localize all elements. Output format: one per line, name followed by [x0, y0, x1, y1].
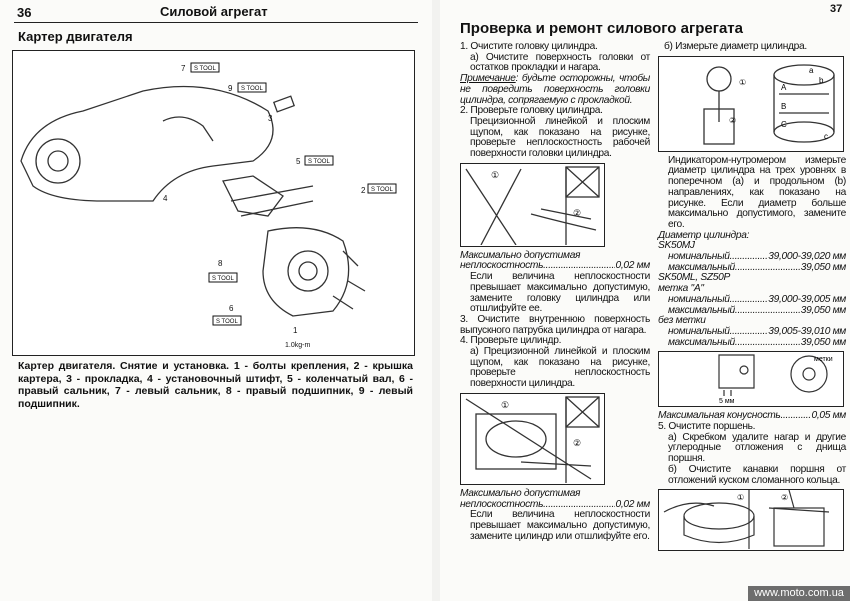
page-title: Проверка и ремонт силового агрегата [460, 20, 743, 37]
crankcase-exploded-view [13, 51, 413, 354]
spec-label: номинальный [668, 251, 730, 263]
step-4a: а) Прецизионной линейкой и плоским щупом, как показано на рисунке, проверьте неплоскостность поверхности цилиндра. [470, 346, 650, 390]
torque-label: 1.0kg-m [285, 342, 311, 349]
piston-cleaning-figure [658, 489, 844, 551]
page-number: 37 [830, 3, 843, 15]
diameter-title: Диаметр цилиндра: [658, 229, 750, 241]
spec-label: неплоскостность [460, 498, 544, 510]
callout-6: 6 [229, 304, 234, 313]
marks-label: метки [814, 356, 833, 364]
note [460, 74, 650, 106]
step-5b: б) Очистите канавки поршня от отложений куском сломанного кольца. [668, 463, 846, 486]
dimension-5mm: 5 мм [719, 398, 735, 406]
step-2-text: Прецизионной линейкой и плоским щупом, как показано на рисунке, проверьте неплоскостность рабочей поверхности головки цилиндра. [470, 115, 650, 160]
step-1a: а) Очистите поверхность головки от остатков прокладки и нагара. [470, 51, 650, 74]
running-head: Силовой агрегат [160, 4, 268, 19]
tool-badge: S TOOL [212, 276, 234, 282]
spec-label: номинальный [668, 325, 730, 337]
tool-badge: S TOOL [216, 319, 238, 325]
mark-a: метка "A" [658, 283, 704, 295]
callout-8: 8 [218, 259, 223, 268]
marker-1: ① [737, 493, 745, 503]
tool-badge: S TOOL [241, 86, 263, 92]
marker-2: ② [729, 115, 737, 125]
spec-label: максимальный [668, 304, 735, 316]
level-c-small: c [824, 131, 828, 141]
header-rule [14, 22, 418, 23]
marker-1: ① [501, 399, 510, 410]
spec-value: 39,000-39,005 мм [768, 293, 846, 305]
cylinder-flatness-figure [460, 393, 605, 485]
callout-3: 3 [268, 114, 273, 123]
callout-7: 7 [181, 64, 186, 73]
level-C: C [781, 119, 787, 129]
marker-2: ② [781, 493, 789, 503]
note-text: : будьте осторожны, чтобы не повредить поверхность головки цилиндра, сопрягаемую с прокладкой. [460, 73, 650, 106]
callout-1: 1 [293, 326, 298, 335]
tool-badge: S TOOL [308, 159, 330, 165]
column-1 [460, 42, 650, 542]
column-2 [658, 42, 846, 555]
watermark: www.moto.com.ua [748, 586, 850, 601]
step-2: 2. Проверьте головку цилиндра. [460, 105, 603, 117]
level-A: A [781, 82, 787, 92]
tool-badge: S TOOL [371, 187, 393, 193]
spec-value: 39,050 мм [800, 304, 846, 316]
callout-5: 5 [296, 157, 301, 166]
dir-a: a [809, 65, 814, 75]
spec-row [658, 295, 846, 306]
spec-label: максимальный [668, 261, 735, 273]
tool-badge: S TOOL [194, 66, 216, 72]
step-4b: б) Измерьте диаметр цилиндра. [664, 41, 807, 52]
spec-text: Если величина неплоскостности превышает максимально допустимую, замените цилиндр или отшлифуйте его. [470, 509, 650, 542]
callout-9: 9 [228, 84, 233, 93]
spec-value: 0,02 мм [615, 498, 650, 510]
step-3: 3. Очистите внутреннюю поверхность выпускного патрубка цилиндра от нагара. [460, 313, 650, 336]
marker-1: ① [491, 169, 500, 180]
callout-2: 2 [361, 186, 366, 195]
bore-text: Индикатором-нутромером измерьте диаметр цилиндра на трех уровнях в поперечном (a) и продольном (b) направлениях, как показано на рисунке. Если диаметр больше максимально допустимого, замените его. [668, 154, 846, 230]
marker-2: ② [573, 437, 582, 448]
page-number: 36 [17, 5, 32, 20]
spec-value: 39,050 мм [800, 261, 846, 273]
diagram-caption: Картер двигателя. Снятие и установка. 1 - болты крепления, 2 - крышка картера, 3 - прокладка, 4 - установочный штифт, 5 - коленчатый вал, 6 - правый сальник, 7 - левый сальник, 8 - правый подшипник, 9 - левый подшипник. [18, 360, 413, 410]
spec-label: номинальный [668, 293, 730, 305]
step-5a: а) Скребком удалите нагар и другие углеродные отложения с днища поршня. [668, 431, 846, 465]
spec-label: неплоскостность [460, 260, 544, 272]
note-label: Примечание [460, 73, 516, 85]
step-4: 4. Проверьте цилиндр. [460, 335, 562, 347]
spec-value: 39,005-39,010 мм [768, 325, 846, 337]
spec-label: максимальный [668, 336, 735, 348]
marker-1: ① [739, 77, 747, 87]
taper-label: Максимальная конусность [658, 410, 781, 422]
head-flatness-figure [460, 163, 605, 247]
piston-marks-figure [658, 351, 844, 407]
marker-2: ② [573, 207, 582, 218]
spec-text: Если величина неплоскостности превышает максимально допустимую, замените головку цилиндра или отшлифуйте ее. [470, 271, 650, 315]
right-page [440, 0, 850, 601]
no-mark: без метки [658, 315, 706, 327]
dir-b: b [819, 75, 824, 85]
step-5: 5. Очистите поршень. [658, 421, 756, 433]
taper-value: 0,05 мм [811, 410, 846, 422]
step-1: 1. Очистите головку цилиндра. [460, 41, 598, 52]
spec-label: Максимально допустимая [460, 487, 581, 499]
callout-4: 4 [163, 194, 168, 203]
spec-label: Максимально допустимая [460, 249, 581, 261]
spec-value: 39,050 мм [800, 336, 846, 348]
spec-value: 39,000-39,020 мм [768, 251, 846, 263]
crankcase-diagram [12, 50, 415, 356]
model-2: SK50ML, SZ50P [658, 272, 730, 284]
bore-gauge-figure [658, 56, 844, 152]
spec-row [658, 338, 846, 349]
level-B: B [781, 101, 787, 111]
spec-value: 0,02 мм [615, 260, 650, 272]
model-1: SK50MJ [658, 240, 695, 252]
section-title: Картер двигателя [18, 29, 133, 44]
